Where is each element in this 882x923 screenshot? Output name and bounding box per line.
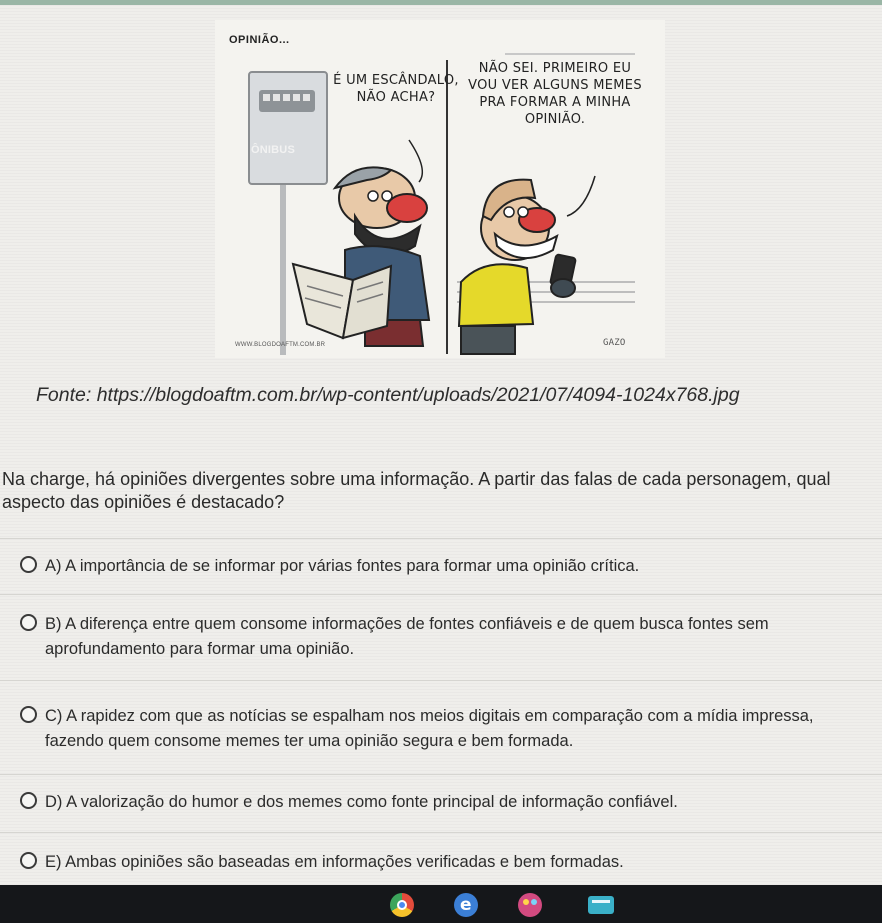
radio-button[interactable] bbox=[20, 614, 37, 631]
option-label: A) A importância de se informar por várias fontes para formar uma opinião crítica. bbox=[45, 557, 640, 575]
edge-icon[interactable]: e bbox=[454, 893, 478, 917]
chrome-icon[interactable] bbox=[390, 893, 414, 917]
files-icon[interactable] bbox=[588, 896, 614, 914]
image-source: Fonte: https://blogdoaftm.com.br/wp-content/uploads/2021/07/4094-1024x768.jpg bbox=[36, 384, 740, 406]
question-text: Na charge, há opiniões divergentes sobre uma informação. A partir das falas de cada personagem, qual aspecto das opiniões é destacado? bbox=[2, 469, 831, 512]
divider bbox=[0, 832, 882, 833]
option-label: C) A rapidez com que as notícias se espalham nos meios digitais em comparação com a mídia impressa, fazendo quem consome memes ter uma opinião segura e bem formada. bbox=[45, 707, 814, 750]
radio-button[interactable] bbox=[20, 556, 37, 573]
radio-button[interactable] bbox=[20, 706, 37, 723]
divider bbox=[0, 774, 882, 775]
comic-speech-right: NÃO SEI. PRIMEIRO EU VOU VER ALGUNS MEMES PRA FORMAR A MINHA OPINIÃO. bbox=[468, 61, 642, 127]
taskbar bbox=[0, 885, 882, 923]
comic-bus-sign: ÔNIBUS bbox=[251, 144, 295, 156]
option-label: B) A diferença entre quem consome informações de fontes confiáveis e de quem busca fontes sem aprofundamento para formar uma opinião. bbox=[45, 615, 769, 658]
comic-signature: GAZO bbox=[603, 338, 626, 348]
comic-image bbox=[215, 20, 665, 358]
comic-credit: WWW.BLOGDOAFTM.COM.BR bbox=[235, 342, 326, 348]
divider bbox=[0, 538, 882, 539]
comic-speech-left: É UM ESCÂNDALO, NÃO ACHA? bbox=[333, 73, 459, 105]
divider bbox=[0, 594, 882, 595]
option-label: E) Ambas opiniões são baseadas em informações verificadas e bem formadas. bbox=[45, 853, 624, 871]
window-top-border bbox=[0, 0, 882, 5]
paint-icon[interactable] bbox=[518, 893, 542, 917]
radio-button[interactable] bbox=[20, 792, 37, 809]
divider bbox=[0, 680, 882, 681]
comic-title: OPINIÃO... bbox=[229, 34, 290, 46]
option-label: D) A valorização do humor e dos memes como fonte principal de informação confiável. bbox=[45, 793, 678, 811]
radio-button[interactable] bbox=[20, 852, 37, 869]
